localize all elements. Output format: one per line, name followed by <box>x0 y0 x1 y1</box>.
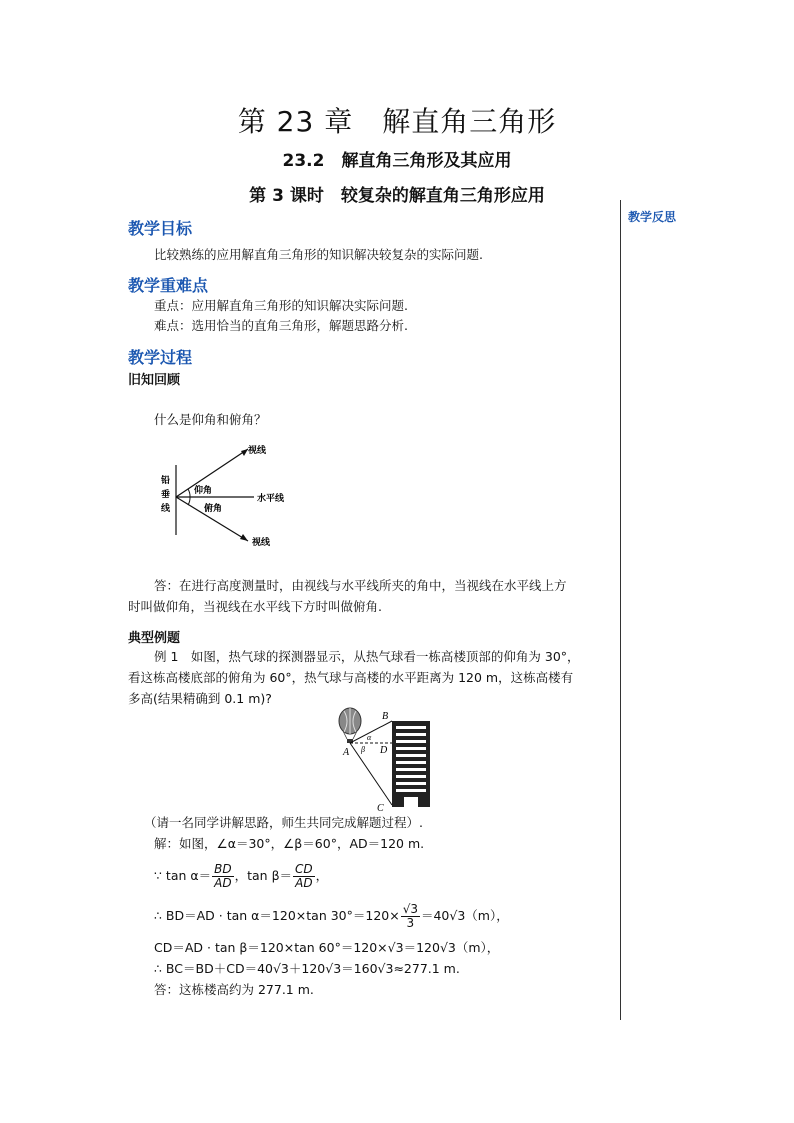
fraction-numerator: √3 <box>402 901 418 916</box>
plumb-label-2: 垂 <box>161 490 171 500</box>
fraction-denominator: AD <box>295 875 313 890</box>
sight-label-bottom: 视线 <box>252 538 271 548</box>
fraction-numerator: BD <box>214 861 232 876</box>
bd-calculation <box>154 898 509 934</box>
review-heading: 旧知回顾 <box>128 373 181 388</box>
bc-calculation: ∴ BC＝BD＋CD＝40√3＋120√3＝160√3≈277.1 m. <box>154 961 460 976</box>
depression-label: 俯角 <box>204 504 223 514</box>
label-B: B <box>382 711 389 722</box>
column-divider <box>620 200 621 1020</box>
final-answer: 答：这栋楼高约为 277.1 m. <box>154 982 314 997</box>
section-title: 23.2 解直角三角形及其应用 <box>282 151 512 171</box>
label-alpha: α <box>367 733 372 742</box>
fraction-cd-ad <box>293 863 315 890</box>
arrow-down-icon <box>240 534 248 541</box>
fraction-bd-ad <box>212 863 233 890</box>
elevation-arc <box>188 489 190 497</box>
fraction-sqrt3-over-3 <box>401 903 420 930</box>
sight-label-top: 视线 <box>248 446 267 456</box>
key-text: 应用解直角三角形的知识解决实际问题. <box>191 298 408 313</box>
label-beta: β <box>361 745 365 754</box>
reflection-label: 教学反思 <box>628 210 677 224</box>
hard-label: 难点： <box>154 318 192 333</box>
angle-diagram <box>150 435 310 555</box>
depression-arc <box>188 497 190 505</box>
example-line-3: 多高(结果精确到 0.1 m)? <box>128 691 272 706</box>
hard-text: 选用恰当的直角三角形，解题思路分析. <box>191 318 408 333</box>
example-line-1: 例 1 如图，热气球的探测器显示，从热气球看一栋高楼顶部的仰角为 30°， <box>154 649 580 664</box>
fraction-denominator: 3 <box>406 915 415 930</box>
label-C: C <box>377 803 384 813</box>
goals-text: 比较熟练的应用解直角三角形的知识解决较复杂的实际问题. <box>154 247 483 262</box>
label-D: D <box>380 745 388 756</box>
tan-definitions <box>154 858 328 894</box>
example-line-2: 看这栋高楼底部的俯角为 60°，热气球与高楼的水平距离为 120 m，这栋高楼有 <box>128 670 574 685</box>
bd-text-b: ＝40√3（m）， <box>420 908 509 923</box>
elevation-label: 仰角 <box>194 486 213 496</box>
balloon-building-figure <box>330 705 440 813</box>
keypoints-heading: 教学重难点 <box>128 276 209 295</box>
arrow-up-icon <box>241 449 248 456</box>
cd-calculation: CD＝AD · tan β＝120×tan 60°＝120×√3＝120√3（m）， <box>154 940 500 955</box>
fraction-numerator: CD <box>295 861 313 876</box>
comma-text: ， <box>315 868 329 883</box>
answer-line-2: 时叫做仰角，当视线在水平线下方时叫做俯角. <box>128 599 382 614</box>
goals-heading: 教学目标 <box>128 219 193 238</box>
review-question: 什么是仰角和俯角？ <box>154 412 267 427</box>
label-A: A <box>343 747 350 758</box>
plumb-label-3: 线 <box>161 504 171 514</box>
fraction-denominator: AD <box>214 875 232 890</box>
horizontal-label: 水平线 <box>257 494 285 504</box>
chapter-title: 第 23 章 解直角三角形 <box>237 105 557 138</box>
tan-beta-text: ，tan β＝ <box>234 868 293 883</box>
hard-point <box>154 317 408 335</box>
solution-line-1: 解：如图，∠α＝30°，∠β＝60°，AD＝120 m. <box>154 836 425 851</box>
key-point <box>154 297 408 315</box>
lesson-title: 第 3 课时 较复杂的解直角三角形应用 <box>249 186 545 206</box>
bd-text-a: ∴ BD＝AD · tan α＝120×tan 30°＝120× <box>154 908 400 923</box>
because-text: ∵ tan α＝ <box>154 868 212 883</box>
example-note: （请一名同学讲解思路，师生共同完成解题过程）. <box>144 815 423 830</box>
plumb-label-1: 铅 <box>161 476 171 486</box>
answer-line-1: 答：在进行高度测量时，由视线与水平线所夹的角中，当视线在水平线上方 <box>154 578 567 593</box>
process-heading: 教学过程 <box>128 348 193 367</box>
key-label: 重点： <box>154 298 192 313</box>
example-heading: 典型例题 <box>128 631 181 646</box>
